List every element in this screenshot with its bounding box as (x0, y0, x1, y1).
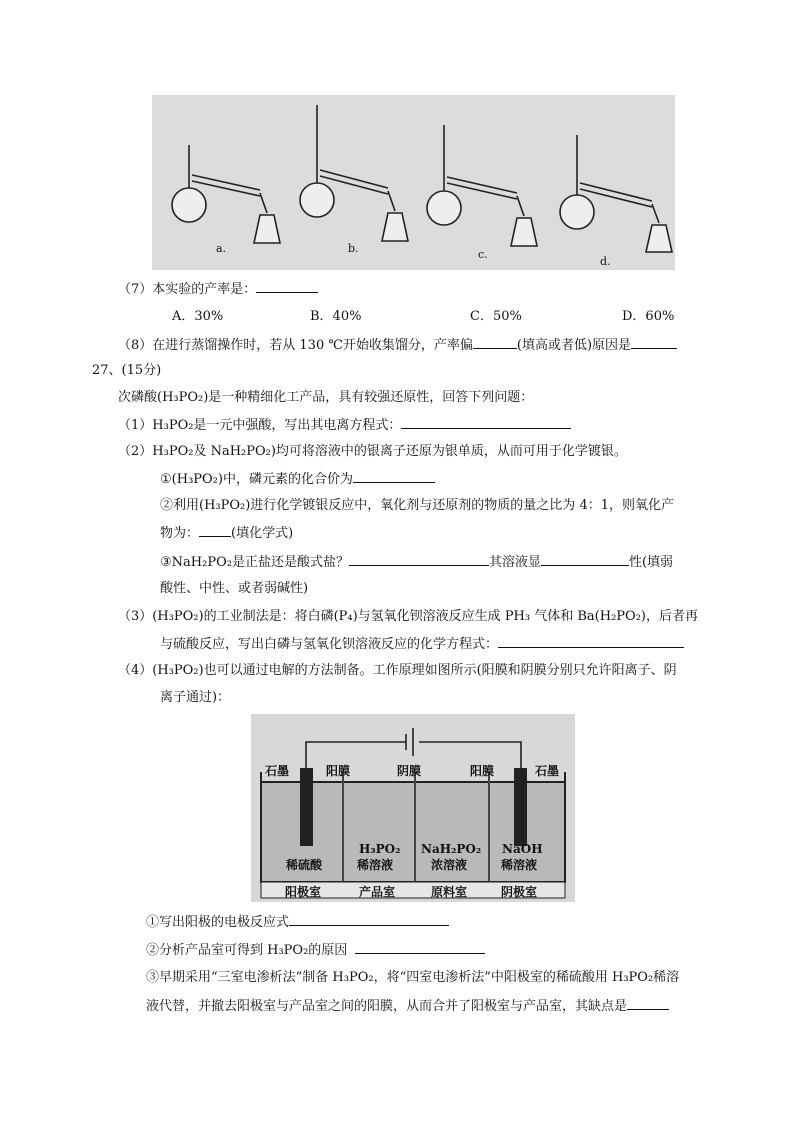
electrode-left-label: 石墨 (265, 764, 290, 778)
q27-part4a: （4）(H₃PO₂)也可以通过电解的方法制备。工作原理如图所示(阳膜和阴膜分别只允许阳离子、阴 (118, 663, 677, 678)
apparatus-label-a: a. (216, 242, 227, 255)
solution-anode: 稀硫酸 (286, 858, 323, 872)
q27-part4-3a: ③早期采用“三室电渗析法”制备 H₃PO₂，将“四室电渗析法”中阳极室的稀硫酸用 H₃PO₂稀溶 (146, 970, 680, 985)
q8-blank-1[interactable] (473, 336, 517, 349)
q27-part2-3d: 酸性、中性、或者弱碱性) (160, 581, 309, 596)
q7-text: （7）本实验的产率是： (118, 280, 318, 299)
q27-part4b: 离子通过)： (160, 690, 231, 705)
solution-cathode-2: 稀溶液 (501, 858, 538, 872)
electrode-right-label: 石墨 (535, 764, 560, 778)
q27-part4-3b: 液代替，并撤去阳极室与产品室之间的阳膜，从而合并了阳极室与产品室，其缺点是 (146, 997, 669, 1016)
chamber-raw: 原料室 (431, 885, 468, 899)
electrolysis-figure (251, 714, 575, 902)
q8-blank-2[interactable] (631, 336, 677, 349)
q7-option-a: A．30% (172, 309, 224, 324)
solution-raw-2: 浓溶液 (431, 858, 468, 872)
q27-p4-3-blank[interactable] (627, 997, 669, 1010)
apparatus-label-b: b. (348, 242, 359, 255)
q7-option-c: C．50% (470, 309, 522, 324)
q8-text: （8）在进行蒸馏操作时，若从 130 ℃开始收集馏分，产率偏 (填高或者低)原因是 (118, 336, 677, 355)
q27-part3a: （3）(H₃PO₂)的工业制法是：将白磷(P₄)与氢氧化钡溶液反应生成 PH₃ 气体和 Ba(H₂PO₂)，后者再 (118, 609, 698, 624)
q27-p4-1-blank[interactable] (289, 913, 449, 926)
q27-p2-1-blank[interactable] (353, 470, 435, 483)
membrane-label-3: 阳膜 (470, 764, 495, 778)
q27-p1-blank[interactable] (401, 416, 571, 429)
electrolysis-diagram (251, 714, 575, 902)
q27-part2-1: ①(H₃PO₂)中，磷元素的化合价为 (160, 470, 435, 489)
q27-part2: （2）H₃PO₂及 NaH₂PO₂)均可将溶液中的银离子还原为银单质，从而可用于化学镀银。 (118, 444, 627, 459)
solution-product-1: H₃PO₂ (359, 842, 401, 856)
membrane-label-1: 阳膜 (326, 764, 351, 778)
q27-p2-3-blank-1[interactable] (349, 553, 489, 566)
q27-part2-2a: ②利用(H₃PO₂)进行化学镀银反应中，氧化剂与还原剂的物质的量之比为 4：1，则氧化产 (160, 498, 674, 513)
q27-p4-2-blank[interactable] (355, 941, 485, 954)
q27-p3-blank[interactable] (498, 635, 684, 648)
chamber-product: 产品室 (359, 885, 396, 899)
q27-part2-3a: ③NaH₂PO₂是正盐还是酸式盐？ 其溶液显 性(填弱 (160, 555, 674, 570)
distillation-diagram (152, 95, 675, 270)
q27-part4-2: ②分析产品室可得到 H₃PO₂的原因 (146, 941, 485, 960)
q27-heading: 27、(15分) (92, 363, 162, 378)
q7-option-d: D．60% (622, 309, 675, 324)
q27-p2-2-blank[interactable] (199, 524, 231, 537)
q27-part2-2b: 物为： (填化学式) (160, 526, 294, 541)
apparatus-label-c: c. (478, 248, 488, 261)
solution-cathode-1: NaOH (502, 842, 543, 856)
chamber-anode: 阳极室 (285, 885, 322, 899)
q27-part4-1: ①写出阳极的电极反应式 (146, 913, 449, 932)
q27-part1: （1）H₃PO₂是一元中强酸，写出其电离方程式： (118, 416, 571, 435)
q7-option-b: B．40% (310, 309, 362, 324)
q7-answer-blank[interactable] (256, 280, 318, 293)
distillation-figure (152, 95, 675, 270)
apparatus-label-d: d. (600, 255, 611, 268)
membrane-label-2: 阴膜 (397, 764, 422, 778)
q27-p2-3-blank-2[interactable] (541, 553, 629, 566)
q27-intro: 次磷酸(H₃PO₂)是一种精细化工产品，具有较强还原性，回答下列问题： (118, 390, 534, 405)
q27-part3b: 与硫酸反应，写出白磷与氢氧化钡溶液反应的化学方程式： (160, 635, 684, 654)
solution-product-2: 稀溶液 (357, 858, 394, 872)
solution-raw-1: NaH₂PO₂ (421, 842, 482, 856)
chamber-cathode: 阴极室 (501, 885, 538, 899)
